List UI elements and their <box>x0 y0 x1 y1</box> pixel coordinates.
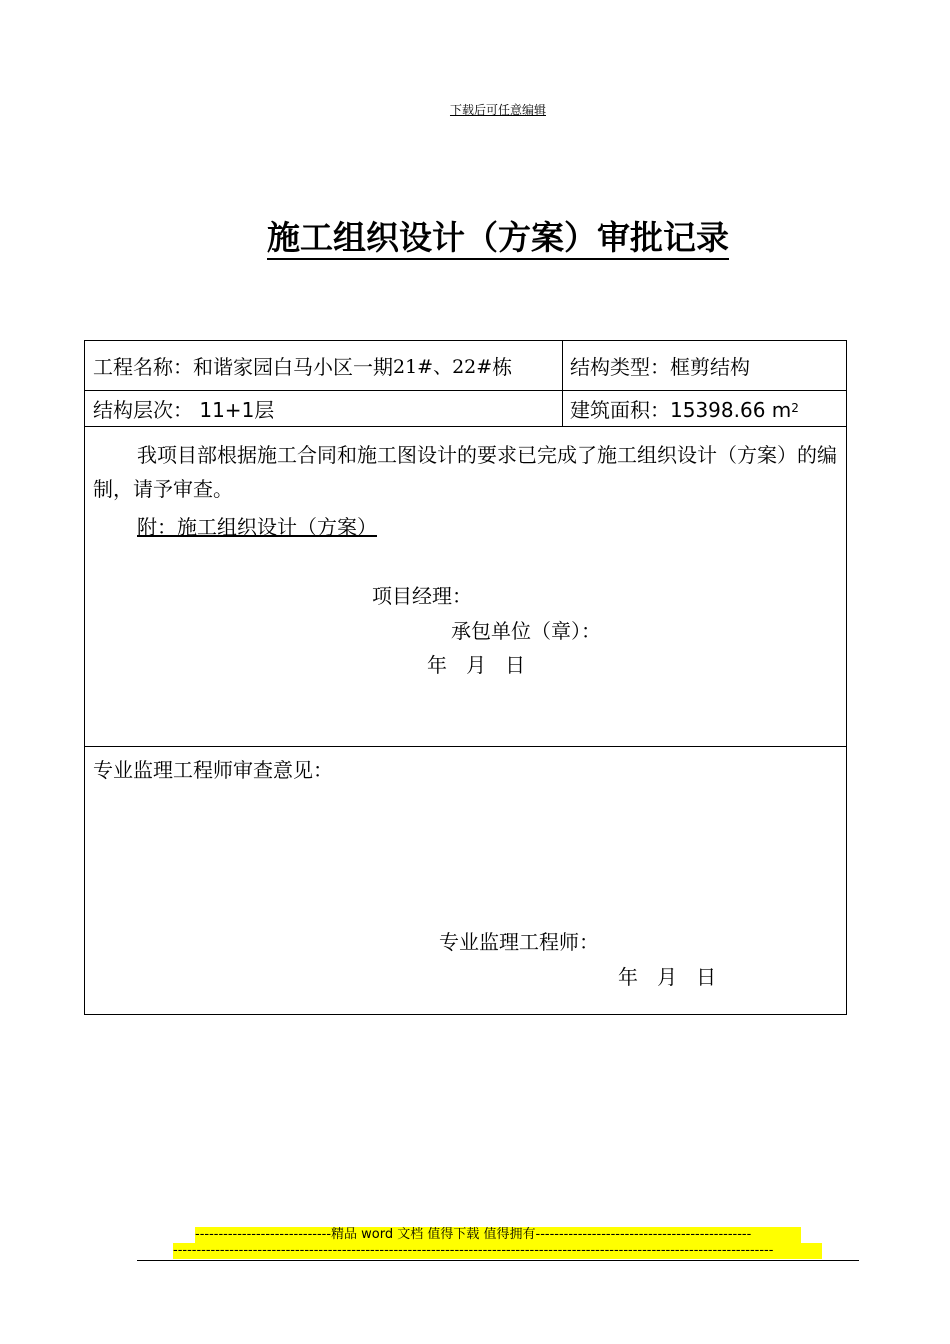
structure-floors: 结构层次： 11+1层 <box>93 397 275 422</box>
contractor-section <box>85 426 846 747</box>
date-line-1: 年 月 日 <box>427 653 526 677</box>
page-title <box>0 212 950 259</box>
header-note: 下载后可任意编辑 <box>449 103 546 117</box>
contractor-statement: 我项目部根据施工合同和施工图设计的要求已完成了施工组织设计（方案）的编制，请予审查。 <box>93 443 837 501</box>
area-unit-superscript: 2 <box>791 401 799 415</box>
column-divider <box>562 341 563 390</box>
project-name-cell <box>93 341 512 390</box>
supervisor-engineer-label: 专业监理工程师： <box>439 930 599 954</box>
building-area-cell <box>570 390 799 426</box>
project-manager-label: 项目经理： <box>372 584 472 608</box>
page-title-text: 施工组织设计（方案）审批记录 <box>267 218 729 260</box>
row-floors <box>85 390 846 427</box>
footer-banner-line-2: -------------------------------------------------------------------------------------------------------------------------------- <box>173 1243 822 1259</box>
row-project <box>85 341 846 391</box>
footer-banner-line-1: -----------------------------精品 word 文档 值得下载 值得拥有---------------------------------------------- <box>195 1227 801 1243</box>
project-suffix: 栋 <box>492 355 513 379</box>
contractor-unit-label: 承包单位（章）： <box>451 619 601 643</box>
approval-form-table <box>84 340 847 1015</box>
project-name-label: 工程名称：和谐家园白马小区一期 <box>93 355 393 379</box>
supervisor-section <box>85 746 846 1014</box>
structure-type: 结构类型：框剪结构 <box>570 355 750 379</box>
building-area: 建筑面积：15398.66 m <box>570 397 792 422</box>
date-line-2: 年 月 日 <box>618 965 717 989</box>
project-building: 21#、22# <box>393 356 493 378</box>
column-divider <box>562 390 563 426</box>
footer-rule <box>137 1260 859 1261</box>
supervisor-opinion-label: 专业监理工程师审查意见： <box>93 758 333 782</box>
attachment-line: 附：施工组织设计（方案） <box>137 515 377 539</box>
